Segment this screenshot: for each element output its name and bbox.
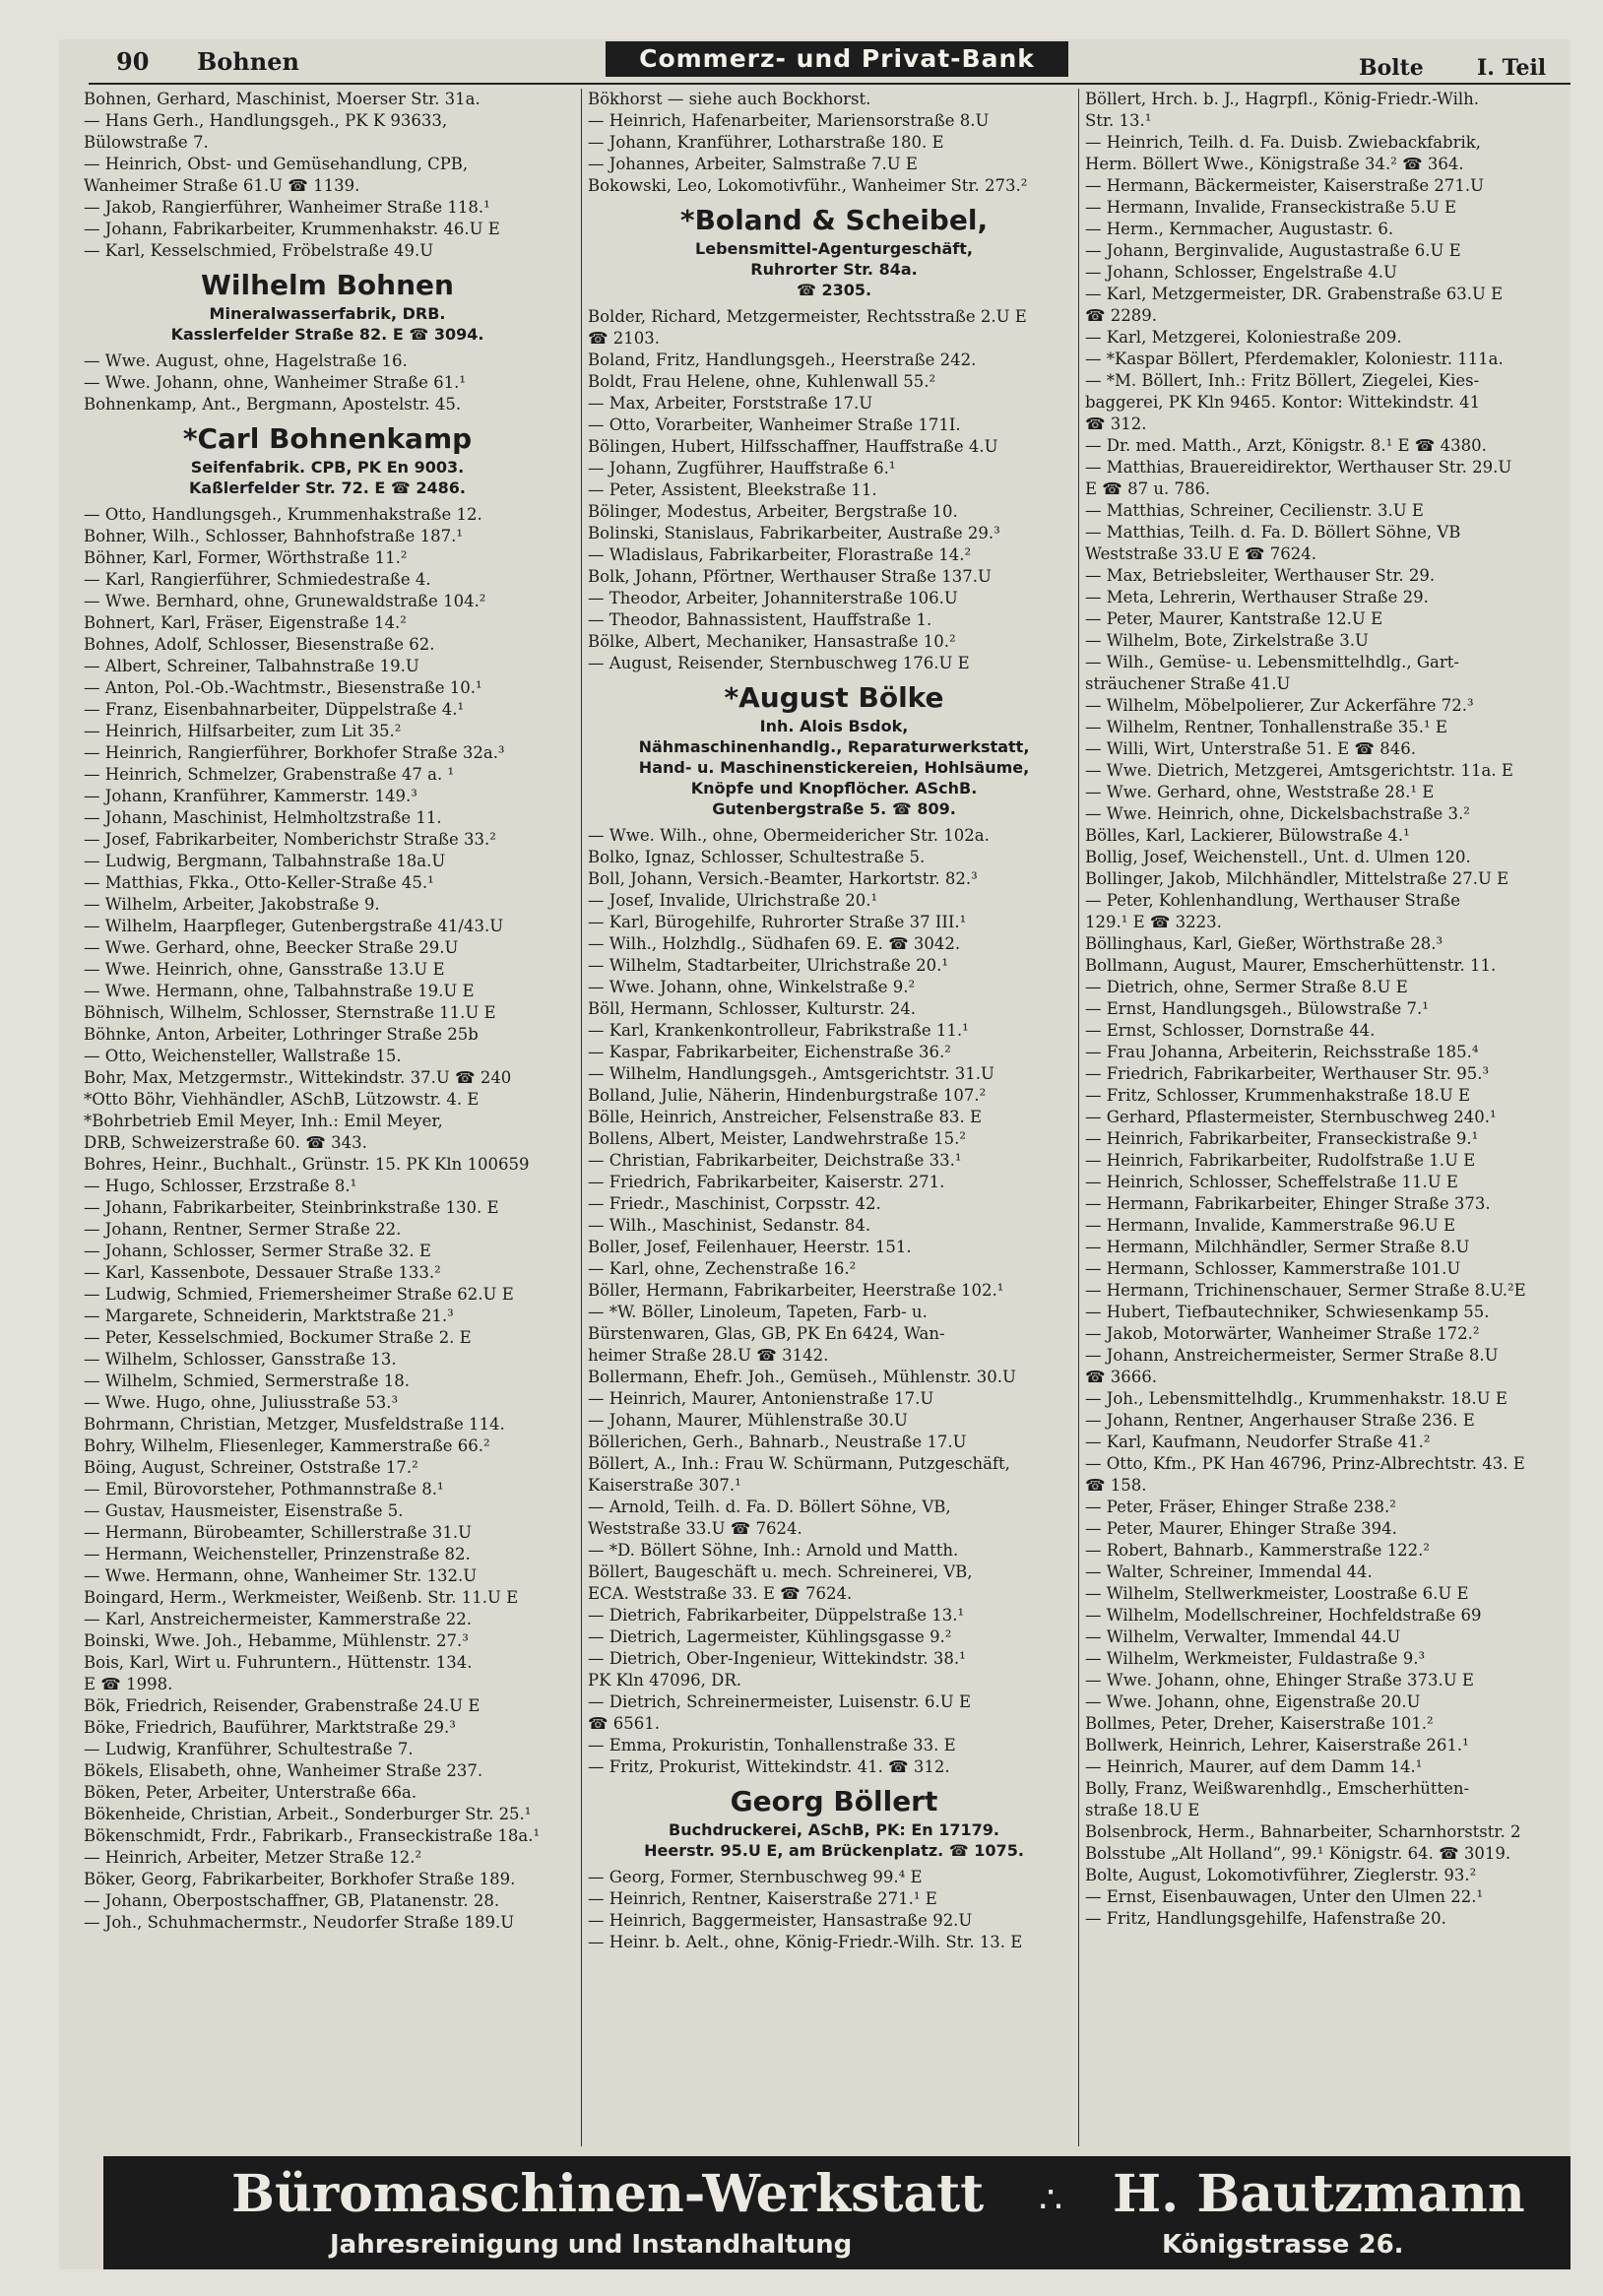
directory-entry: — Peter, Assistent, Bleekstraße 11. [588,480,877,499]
directory-entry: — Fritz, Schlosser, Krummenhakstraße 18.U E [1085,1086,1471,1105]
directory-entry: — Friedr., Maschinist, Corpsstr. 42. [588,1194,881,1213]
directory-entry: Bohner, Wilh., Schlosser, Bahnhofstraße 187.¹ [84,527,463,545]
directory-entry: — Heinrich, Obst- und Gemüsehandlung, CPB, [84,155,469,173]
directory-entry: — Jakob, Rangierführer, Wanheimer Straße 118.¹ [84,198,490,217]
directory-entry: ECA. Weststraße 33. E ☎ 7624. [588,1584,853,1603]
directory-entry: Bolly, Franz, Weißwarenhdlg., Emscherhütten- [1085,1779,1470,1798]
directory-entry: — Johann, Maurer, Mühlenstraße 30.U [588,1411,908,1430]
directory-entry: — Hermann, Invalide, Franseckistraße 5.U E [1085,198,1457,217]
column-middle [581,89,1080,2146]
directory-entry: — *W. Böller, Linoleum, Tapeten, Farb- u. [588,1303,928,1321]
advert-line: Lebensmittel-Agenturgeschäft, [695,239,973,258]
directory-entry: — Matthias, Teilh. d. Fa. D. Böllert Söhne, VB [1085,523,1461,542]
business-advert [588,680,1080,819]
directory-entry: Bolsstube „Alt Holland“, 99.¹ Königstr. 64. ☎ 3019. [1085,1844,1511,1863]
advert-name: *Carl Bohnenkamp [182,422,473,455]
directory-entry: — Friedrich, Fabrikarbeiter, Kaiserstr. 271. [588,1173,945,1191]
directory-entry: Boll, Johann, Versich.-Beamter, Harkortstr. 82.³ [588,869,978,888]
directory-entry: Str. 13.¹ [1085,111,1152,130]
directory-entry: — Karl, Metzgerei, Koloniestraße 209. [1085,328,1402,347]
directory-entry: ☎ 3666. [1085,1368,1158,1386]
directory-entry: — Wilh., Gemüse- u. Lebensmittelhdlg., Gart- [1085,653,1459,671]
directory-entry: ☎ 6561. [588,1714,661,1733]
directory-entry: — Wwe. Bernhard, ohne, Grunewaldstraße 104.² [84,592,486,610]
directory-entry: Bolder, Richard, Metzgermeister, Rechtsstraße 2.U E [588,307,1027,326]
directory-entry: — Heinrich, Schlosser, Scheffelstraße 11.U E [1085,1173,1458,1191]
directory-entry: Böller, Hermann, Fabrikarbeiter, Heerstraße 102.¹ [588,1281,1004,1300]
directory-entry: — Heinrich, Maurer, auf dem Damm 14.¹ [1085,1757,1423,1776]
directory-entry: Bohnenkamp, Ant., Bergmann, Apostelstr. 45. [84,395,462,414]
directory-entry: — Anton, Pol.-Ob.-Wachtmstr., Biesenstraße 10.¹ [84,678,482,697]
directory-entry: straße 18.U E [1085,1801,1200,1819]
directory-entry: — Meta, Lehrerin, Werthauser Straße 29. [1085,588,1429,606]
directory-entry: — Karl, Kassenbote, Dessauer Straße 133.² [84,1263,441,1282]
directory-entry: Böllerichen, Gerh., Bahnarb., Neustraße 17.U [588,1433,967,1451]
directory-entry: E ☎ 1998. [84,1675,173,1693]
directory-entry: Bohr, Max, Metzgermstr., Wittekindstr. 37.U ☎ 240 [84,1068,512,1087]
directory-entry: — Karl, Rangierführer, Schmiedestraße 4. [84,570,431,589]
directory-entry: — Josef, Invalide, Ulrichstraße 20.¹ [588,891,878,910]
directory-entry: — Johann, Fabrikarbeiter, Steinbrinkstraße 130. E [84,1198,499,1217]
directory-entry: — Wwe. Johann, ohne, Ehinger Straße 373.U E [1085,1671,1474,1690]
directory-entry: Bohnert, Karl, Fräser, Eigenstraße 14.² [84,613,407,632]
directory-entry: — Wwe. Johann, ohne, Eigenstraße 20.U [1085,1692,1421,1711]
advert-line: Kasslerfelder Straße 82. E ☎ 3094. [170,325,484,344]
directory-entry: — Karl, Kaufmann, Neudorfer Straße 41.² [1085,1433,1431,1451]
directory-entry: heimer Straße 28.U ☎ 3142. [588,1346,829,1365]
directory-entry: — Karl, Anstreichermeister, Kammerstraße 22. [84,1610,472,1628]
advert-name: Wilhelm Bohnen [201,269,454,301]
advert-line: Hand- u. Maschinenstickereien, Hohlsäume, [638,758,1030,777]
directory-entry: — Robert, Bahnarb., Kammerstraße 122.² [1085,1541,1430,1560]
directory-entry: — Heinrich, Schmelzer, Grabenstraße 47 a. ¹ [84,765,455,784]
directory-entry: — Karl, Kesselschmied, Fröbelstraße 49.U [84,241,434,260]
directory-entry: — Dietrich, Schreinermeister, Luisenstr. 6.U E [588,1692,971,1711]
directory-entry: — Wilhelm, Modellschreiner, Hochfeldstraße 69 [1085,1606,1482,1625]
page-header [59,39,1571,85]
directory-entry: Weststraße 33.U E ☎ 7624. [1085,544,1317,563]
directory-entry: — Wwe. Heinrich, ohne, Gansstraße 13.U E [84,960,445,979]
directory-entry: Bollig, Josef, Weichenstell., Unt. d. Ulmen 120. [1085,848,1471,866]
directory-entry: Boller, Josef, Feilenhauer, Heerstr. 151. [588,1238,912,1256]
directory-entry: — Margarete, Schneiderin, Marktstraße 21.³ [84,1307,454,1325]
directory-entry: — Franz, Eisenbahnarbeiter, Düppelstraße 4.¹ [84,700,465,719]
directory-entry: — Heinrich, Hafenarbeiter, Mariensorstraße 8.U [588,111,990,130]
advert-line: Heerstr. 95.U E, am Brückenplatz. ☎ 1075. [644,1841,1024,1860]
directory-entry: — Heinrich, Rangierführer, Borkhofer Straße 32a.³ [84,743,505,762]
directory-entry: Böke, Friedrich, Bauführer, Marktstraße 29.³ [84,1718,456,1737]
footer-subtitle: Jahresreinigung und Instandhaltung [330,2230,853,2260]
advert-line: Seifenfabrik. CPB, PK En 9003. [190,458,465,477]
directory-entry: Bohres, Heinr., Buchhalt., Grünstr. 15. PK Kln 100659 [84,1155,530,1174]
directory-entry: Kaiserstraße 307.¹ [588,1476,741,1495]
advert-line: Gutenbergstraße 5. ☎ 809. [712,799,956,818]
directory-entry: Bökenheide, Christian, Arbeit., Sonderburger Str. 25.¹ [84,1805,532,1823]
directory-entry: Böll, Hermann, Schlosser, Kulturstr. 24. [588,999,916,1018]
directory-entry: Bölke, Albert, Mechaniker, Hansastraße 10.² [588,632,956,651]
directory-entry: Böing, August, Schreiner, Oststraße 17.² [84,1458,418,1477]
advert-line: Nähmaschinenhandlg., Reparaturwerkstatt, [638,737,1030,756]
directory-entry: — Hermann, Fabrikarbeiter, Ehinger Straße 373. [1085,1194,1491,1213]
business-advert [84,268,571,345]
directory-entry: — Wilh., Holzhdlg., Südhafen 69. E. ☎ 3042. [588,934,961,953]
directory-entry: — Herm., Kernmacher, Augustastr. 6. [1085,220,1394,238]
directory-entry: — Walter, Schreiner, Immendal 44. [1085,1563,1373,1581]
advert-name: *August Bölke [724,681,944,714]
directory-entry: Bökhorst — siehe auch Bockhorst. [588,90,871,108]
directory-entry: Bök, Friedrich, Reisender, Grabenstraße 24.U E [84,1696,481,1715]
directory-entry: Bollmann, August, Maurer, Emscherhüttenstr. 11. [1085,956,1497,975]
directory-entry: ☎ 158. [1085,1476,1147,1495]
directory-entry: — Willi, Wirt, Unterstraße 51. E ☎ 846. [1085,739,1416,758]
directory-entry: sträuchener Straße 41.U [1085,674,1291,693]
directory-entry: — Fritz, Prokurist, Wittekindstr. 41. ☎ 312. [588,1757,950,1776]
directory-entry: — Emil, Bürovorsteher, Pothmannstraße 8.¹ [84,1480,444,1499]
directory-entry: — Wwe. Hermann, ohne, Talbahnstraße 19.U E [84,982,475,1000]
directory-entry: — Ernst, Eisenbauwagen, Unter den Ulmen 22.¹ [1085,1887,1484,1906]
directory-entry: — Matthias, Schreiner, Cecilienstr. 3.U E [1085,501,1424,520]
advert-name: Georg Böllert [730,1785,938,1818]
directory-entry: Böllert, Hrch. b. J., Hagrpfl., König-Friedr.-Wilh. [1085,90,1480,108]
advert-line: Knöpfe und Knopflöcher. ASchB. [690,779,978,797]
header-left-word: Bohnen [197,47,299,76]
directory-entry: — Dietrich, ohne, Sermer Straße 8.U E [1085,978,1408,996]
directory-entry: — Peter, Kohlenhandlung, Werthauser Straße [1085,891,1460,910]
directory-entry: — Johann, Maschinist, Helmholtzstraße 11. [84,808,442,827]
directory-entry: PK Kln 47096, DR. [588,1671,742,1690]
directory-entry: — Heinr. b. Aelt., ohne, König-Friedr.-Wilh. Str. 13. E [588,1933,1023,1951]
directory-entry: — Wilhelm, Haarpfleger, Gutenbergstraße 41/43.U [84,917,504,935]
directory-entry: — Karl, ohne, Zechenstraße 16.² [588,1259,857,1278]
directory-entry: Bokowski, Leo, Lokomotivführ., Wanheimer Str. 273.² [588,176,1028,195]
directory-entry: Bohry, Wilhelm, Fliesenleger, Kammerstraße 66.² [84,1436,490,1455]
directory-entry: — *M. Böllert, Inh.: Fritz Böllert, Ziegelei, Kies- [1085,371,1480,390]
directory-entry: Bolinski, Stanislaus, Fabrikarbeiter, Austraße 29.³ [588,524,1000,542]
directory-entry: — Georg, Former, Sternbuschweg 99.⁴ E [588,1868,923,1886]
directory-entry: — Johann, Rentner, Angerhauser Straße 236. E [1085,1411,1475,1430]
directory-entry: Bohnes, Adolf, Schlosser, Biesenstraße 62. [84,635,435,654]
directory-entry: — Johann, Anstreichermeister, Sermer Straße 8.U [1085,1346,1499,1365]
directory-entry: — Wilhelm, Möbelpolierer, Zur Ackerfähre 72.³ [1085,696,1474,715]
directory-entry: — Theodor, Bahnassistent, Hauffstraße 1. [588,610,932,629]
directory-entry: E ☎ 87 u. 786. [1085,479,1211,498]
directory-entry: Böhnisch, Wilhelm, Schlosser, Sternstraße 11.U E [84,1003,496,1022]
directory-entry: — Gustav, Hausmeister, Eisenstraße 5. [84,1501,404,1520]
directory-entry: — Wilhelm, Arbeiter, Jakobstraße 9. [84,895,380,914]
directory-entry: — *D. Böllert Söhne, Inh.: Arnold und Matth. [588,1541,959,1560]
directory-entry: Böhnke, Anton, Arbeiter, Lothringer Straße 25b [84,1025,479,1044]
footer-separator-icon: ∴ [1039,2178,1063,2221]
directory-entry: — Ernst, Handlungsgeh., Bülowstraße 7.¹ [1085,999,1429,1018]
directory-entry: — Wilhelm, Werkmeister, Fuldastraße 9.³ [1085,1649,1426,1668]
directory-entry: — Wilhelm, Schmied, Sermerstraße 18. [84,1371,411,1390]
directory-entry: Bolte, August, Lokomotivführer, Zieglerstr. 93.² [1085,1866,1477,1884]
directory-entry: — Hermann, Invalide, Kammerstraße 96.U E [1085,1216,1456,1235]
advert-line: Buchdruckerei, ASchB, PK: En 17179. [669,1820,999,1839]
advert-line: ☎ 2305. [796,281,872,299]
directory-entry: — Heinrich, Fabrikarbeiter, Franseckistraße 9.¹ [1085,1129,1479,1148]
advert-line: Mineralwasserfabrik, DRB. [209,304,446,323]
directory-entry: ☎ 2103. [588,329,661,348]
directory-entry: Bollwerk, Heinrich, Lehrer, Kaiserstraße 261.¹ [1085,1736,1469,1754]
directory-entry: — Wilhelm, Stellwerkmeister, Loostraße 6.U E [1085,1584,1469,1603]
footer-company-name: H. Bautzmann [1113,2164,1525,2224]
directory-entry: — Heinrich, Rentner, Kaiserstraße 271.¹ E [588,1889,937,1908]
directory-entry: Bölle, Heinrich, Anstreicher, Felsenstraße 83. E [588,1108,983,1126]
directory-entry: — Wwe. Heinrich, ohne, Dickelsbachstraße 3.² [1085,804,1470,823]
directory-entry: — Karl, Metzgermeister, DR. Grabenstraße 63.U E [1085,285,1504,303]
business-advert [588,203,1080,300]
directory-entry: — Hans Gerh., Handlungsgeh., PK K 93633, [84,111,448,130]
directory-entry: DRB, Schweizerstraße 60. ☎ 343. [84,1133,367,1152]
directory-entry: — Dietrich, Fabrikarbeiter, Düppelstraße 13.¹ [588,1606,965,1625]
directory-entry: baggerei, PK Kln 9465. Kontor: Wittekindstr. 41 [1085,393,1481,412]
directory-entry: — August, Reisender, Sternbuschweg 176.U E [588,654,970,672]
directory-entry: — Wwe. Gerhard, ohne, Weststraße 28.¹ E [1085,783,1435,801]
directory-entry: Bolsenbrock, Herm., Bahnarbeiter, Scharnhorststr. 2 [1085,1822,1521,1841]
directory-entry: Böhner, Karl, Former, Wörthstraße 11.² [84,548,408,567]
directory-entry: Boingard, Herm., Werkmeister, Weißenb. Str. 11.U E [84,1588,519,1607]
directory-entry: — Heinrich, Fabrikarbeiter, Rudolfstraße 1.U E [1085,1151,1476,1170]
directory-entry: — Christian, Fabrikarbeiter, Deichstraße 33.¹ [588,1151,962,1170]
page-number: 90 [116,47,150,76]
directory-page [59,39,1571,2269]
directory-entry: — Joh., Schuhmachermstr., Neudorfer Straße 189.U [84,1913,515,1932]
directory-entry: — Ludwig, Bergmann, Talbahnstraße 18a.U [84,852,446,870]
directory-entry: Bois, Karl, Wirt u. Fuhruntern., Hüttenstr. 134. [84,1653,473,1672]
directory-entry: — Matthias, Fkka., Otto-Keller-Straße 45.¹ [84,873,434,892]
directory-entry: — Johann, Berginvalide, Augustastraße 6.U E [1085,241,1461,260]
footer-title: Büromaschinen-Werkstatt [231,2164,985,2224]
directory-entry: — Wwe. August, ohne, Hagelstraße 16. [84,351,408,370]
directory-entry: Böllert, Baugeschäft u. mech. Schreinerei, VB, [588,1563,973,1581]
directory-entry: Bolland, Julie, Näherin, Hindenburgstraße 107.² [588,1086,987,1105]
directory-entry: ☎ 2289. [1085,306,1158,325]
directory-entry: — Max, Betriebsleiter, Werthauser Str. 29. [1085,566,1436,585]
directory-entry: Bolko, Ignaz, Schlosser, Schultestraße 5. [588,848,926,866]
directory-entry: — Hermann, Bürobeamter, Schillerstraße 31.U [84,1523,473,1542]
directory-entry: — Wilhelm, Stadtarbeiter, Ulrichstraße 20.¹ [588,956,948,975]
directory-entry: — Wwe. Johann, ohne, Wanheimer Straße 61.¹ [84,373,467,392]
header-rule [89,83,1571,85]
directory-entry: Bohnen, Gerhard, Maschinist, Moerser Str. 31a. [84,90,481,108]
directory-entry: — Wwe. Johann, ohne, Winkelstraße 9.² [588,978,916,996]
directory-entry: — Peter, Kesselschmied, Bockumer Straße 2. E [84,1328,472,1347]
directory-entry: — Johann, Kranführer, Kammerstr. 149.³ [84,787,417,805]
business-advert [588,1784,1080,1861]
column-left [84,89,571,2146]
directory-entry: — Heinrich, Teilh. d. Fa. Duisb. Zwiebackfabrik, [1085,133,1482,152]
directory-entry: — Karl, Bürogehilfe, Ruhrorter Straße 37 III.¹ [588,913,967,931]
directory-entry: — Wladislaus, Fabrikarbeiter, Florastraße 14.² [588,545,972,564]
advert-name: *Boland & Scheibel, [679,204,989,236]
directory-entry: Bolk, Johann, Pförtner, Werthauser Straße 137.U [588,567,992,586]
directory-entry: Böker, Georg, Fabrikarbeiter, Borkhofer Straße 189. [84,1870,516,1888]
directory-entry: — *Kaspar Böllert, Pferdemakler, Koloniestr. 111a. [1085,350,1504,368]
directory-entry: Bölinger, Modestus, Arbeiter, Bergstraße 10. [588,502,958,521]
directory-entry: — Jakob, Motorwärter, Wanheimer Straße 172.² [1085,1324,1480,1343]
directory-entry: — Ludwig, Kranführer, Schultestraße 7. [84,1740,414,1758]
directory-entry: Weststraße 33.U ☎ 7624. [588,1519,802,1538]
directory-entry: — Hubert, Tiefbautechniker, Schwiesenkamp 55. [1085,1303,1490,1321]
directory-entry: *Bohrbetrieb Emil Meyer, Inh.: Emil Meyer, [84,1112,443,1130]
directory-entry: Boland, Fritz, Handlungsgeh., Heerstraße 242. [588,351,977,369]
directory-entry: — Wilhelm, Schlosser, Gansstraße 13. [84,1350,397,1369]
bank-banner: Commerz- und Privat-Bank [606,41,1068,77]
directory-entry: — Theodor, Arbeiter, Johanniterstraße 106.U [588,589,958,607]
advert-line: Kaßlerfelder Str. 72. E ☎ 2486. [189,478,466,497]
directory-entry: — Wwe. Hugo, ohne, Juliusstraße 53.³ [84,1393,399,1412]
directory-entry: Bölingen, Hubert, Hilfsschaffner, Hauffstraße 4.U [588,437,998,456]
directory-entry: — Hermann, Bäckermeister, Kaiserstraße 271.U [1085,176,1485,195]
directory-entry: Bollinger, Jakob, Milchhändler, Mittelstraße 27.U E [1085,869,1509,888]
directory-entry: — Karl, Krankenkontrolleur, Fabrikstraße 11.¹ [588,1021,969,1040]
directory-entry: — Heinrich, Hilfsarbeiter, zum Lit 35.² [84,722,402,740]
directory-entry: — Wilhelm, Bote, Zirkelstraße 3.U [1085,631,1369,650]
directory-entry: — Johann, Fabrikarbeiter, Krummenhakstr. 46.U E [84,220,500,238]
directory-entry: Bölles, Karl, Lackierer, Bülowstraße 4.¹ [1085,826,1410,845]
directory-entry: Bülowstraße 7. [84,133,209,152]
directory-entry: — Johannes, Arbeiter, Salmstraße 7.U E [588,155,918,173]
advert-line: Inh. Alois Bsdok, [759,717,909,735]
directory-entry: — Albert, Schreiner, Talbahnstraße 19.U [84,657,419,675]
footer-advertisement [103,2156,1571,2269]
directory-entry: — Peter, Fräser, Ehinger Straße 238.² [1085,1498,1396,1516]
directory-entry: — Otto, Vorarbeiter, Wanheimer Straße 171I. [588,415,961,434]
directory-entry: Boinski, Wwe. Joh., Hebamme, Mühlenstr. 27.³ [84,1631,469,1650]
directory-entry: — Otto, Weichensteller, Wallstraße 15. [84,1047,402,1065]
directory-entry: Bürstenwaren, Glas, GB, PK En 6424, Wan- [588,1324,945,1343]
directory-entry: — Hermann, Trichinenschauer, Sermer Straße 8.U.²E [1085,1281,1526,1300]
directory-entry: — Hermann, Weichensteller, Prinzenstraße 82. [84,1545,471,1563]
directory-entry: — Dr. med. Matth., Arzt, Königstr. 8.¹ E ☎ 4380. [1085,436,1487,455]
directory-entry: — Hugo, Schlosser, Erzstraße 8.¹ [84,1177,357,1195]
header-part: I. Teil [1477,55,1547,81]
footer-address: Königstrasse 26. [1162,2230,1404,2260]
directory-entry: Böllinghaus, Karl, Gießer, Wörthstraße 28.³ [1085,934,1443,953]
directory-entry: — Ludwig, Schmied, Friemersheimer Straße 62.U E [84,1285,514,1304]
directory-entry: Bollermann, Ehefr. Joh., Gemüseh., Mühlenstr. 30.U [588,1368,1016,1386]
directory-entry: — Johann, Schlosser, Engelstraße 4.U [1085,263,1397,282]
directory-entry: — Fritz, Handlungsgehilfe, Hafenstraße 20. [1085,1909,1446,1928]
directory-entry: — Heinrich, Arbeiter, Metzer Straße 12.² [84,1848,422,1867]
header-right-word: Bolte [1359,55,1424,81]
directory-entry: — Otto, Kfm., PK Han 46796, Prinz-Albrechtstr. 43. E [1085,1454,1525,1473]
directory-entry: — Peter, Maurer, Kantstraße 12.U E [1085,609,1383,628]
directory-entry: — Wwe. Hermann, ohne, Wanheimer Str. 132.U [84,1566,478,1585]
directory-entry: — Joh., Lebensmittelhdlg., Krummenhakstr. 18.U E [1085,1389,1507,1408]
directory-entry: — Josef, Fabrikarbeiter, Nomberichstr Straße 33.² [84,830,496,849]
directory-entry: — Johann, Oberpostschaffner, GB, Platanenstr. 28. [84,1891,500,1910]
directory-entry: — Frau Johanna, Arbeiterin, Reichsstraße 185.⁴ [1085,1043,1479,1061]
directory-entry: — Wwe. Dietrich, Metzgerei, Amtsgerichtstr. 11a. E [1085,761,1513,780]
directory-entry: — Wilhelm, Handlungsgeh., Amtsgerichtstr. 31.U [588,1064,994,1083]
directory-entry: — Johann, Rentner, Sermer Straße 22. [84,1220,402,1239]
directory-entry: — Gerhard, Pflastermeister, Sternbuschweg 240.¹ [1085,1108,1497,1126]
directory-entry: — Heinrich, Baggermeister, Hansastraße 92.U [588,1911,973,1930]
directory-entry: — Wilhelm, Rentner, Tonhallenstraße 35.¹ E [1085,718,1447,736]
directory-entry: Bollmes, Peter, Dreher, Kaiserstraße 101.² [1085,1714,1434,1733]
directory-entry: Wanheimer Straße 61.U ☎ 1139. [84,176,360,195]
directory-entry: — Peter, Maurer, Ehinger Straße 394. [1085,1519,1397,1538]
directory-entry: Bökels, Elisabeth, ohne, Wanheimer Straße 237. [84,1761,483,1780]
directory-entry: *Otto Böhr, Viehhändler, ASchB, Lützowstr. 4. E [84,1090,480,1109]
directory-entry: — Emma, Prokuristin, Tonhallenstraße 33. E [588,1736,956,1754]
directory-entry: — Kaspar, Fabrikarbeiter, Eichenstraße 36.² [588,1043,951,1061]
directory-entry: — Johann, Schlosser, Sermer Straße 32. E [84,1242,431,1260]
directory-entry: Bohrmann, Christian, Metzger, Musfeldstraße 114. [84,1415,505,1434]
directory-entry: — Johann, Kranführer, Lotharstraße 180. E [588,133,944,152]
directory-entry: Herm. Böllert Wwe., Königstraße 34.² ☎ 364. [1085,155,1464,173]
directory-entry: — Dietrich, Lagermeister, Kühlingsgasse 9.² [588,1627,952,1646]
directory-entry: — Johann, Zugführer, Hauffstraße 6.¹ [588,459,896,478]
column-right [1078,89,1572,2146]
directory-entry: 129.¹ E ☎ 3223. [1085,913,1222,931]
directory-entry: ☎ 312. [1085,415,1147,433]
directory-entry: — Wwe. Wilh., ohne, Obermeidericher Str. 102a. [588,826,990,845]
directory-entry: Bollens, Albert, Meister, Landwehrstraße 15.² [588,1129,966,1148]
directory-entry: — Hermann, Milchhändler, Sermer Straße 8.U [1085,1238,1470,1256]
directory-entry: — Heinrich, Maurer, Antonienstraße 17.U [588,1389,934,1408]
directory-entry: Boldt, Frau Helene, ohne, Kuhlenwall 55.² [588,372,936,391]
directory-entry: — Friedrich, Fabrikarbeiter, Werthauser Str. 95.³ [1085,1064,1490,1083]
directory-entry: Bökenschmidt, Frdr., Fabrikarb., Franseckistraße 18a.¹ [84,1826,541,1845]
directory-entry: — Arnold, Teilh. d. Fa. D. Böllert Söhne, VB, [588,1498,951,1516]
directory-entry: — Hermann, Schlosser, Kammerstraße 101.U [1085,1259,1461,1278]
directory-entry: — Wilh., Maschinist, Sedanstr. 84. [588,1216,871,1235]
directory-entry: Böllert, A., Inh.: Frau W. Schürmann, Putzgeschäft, [588,1454,1010,1473]
directory-entry: — Ernst, Schlosser, Dornstraße 44. [1085,1021,1376,1040]
directory-entry: — Matthias, Brauereidirektor, Werthauser Str. 29.U [1085,458,1512,477]
directory-entry: Böken, Peter, Arbeiter, Unterstraße 66a. [84,1783,417,1802]
directory-entry: — Otto, Handlungsgeh., Krummenhakstraße 12. [84,505,482,524]
directory-entry: — Wilhelm, Verwalter, Immendal 44.U [1085,1627,1401,1646]
directory-entry: — Wwe. Gerhard, ohne, Beecker Straße 29.U [84,938,459,957]
directory-entry: — Max, Arbeiter, Forststraße 17.U [588,394,873,413]
business-advert [84,421,571,498]
advert-line: Ruhrorter Str. 84a. [750,260,918,279]
directory-entry: — Dietrich, Ober-Ingenieur, Wittekindstr. 38.¹ [588,1649,966,1668]
